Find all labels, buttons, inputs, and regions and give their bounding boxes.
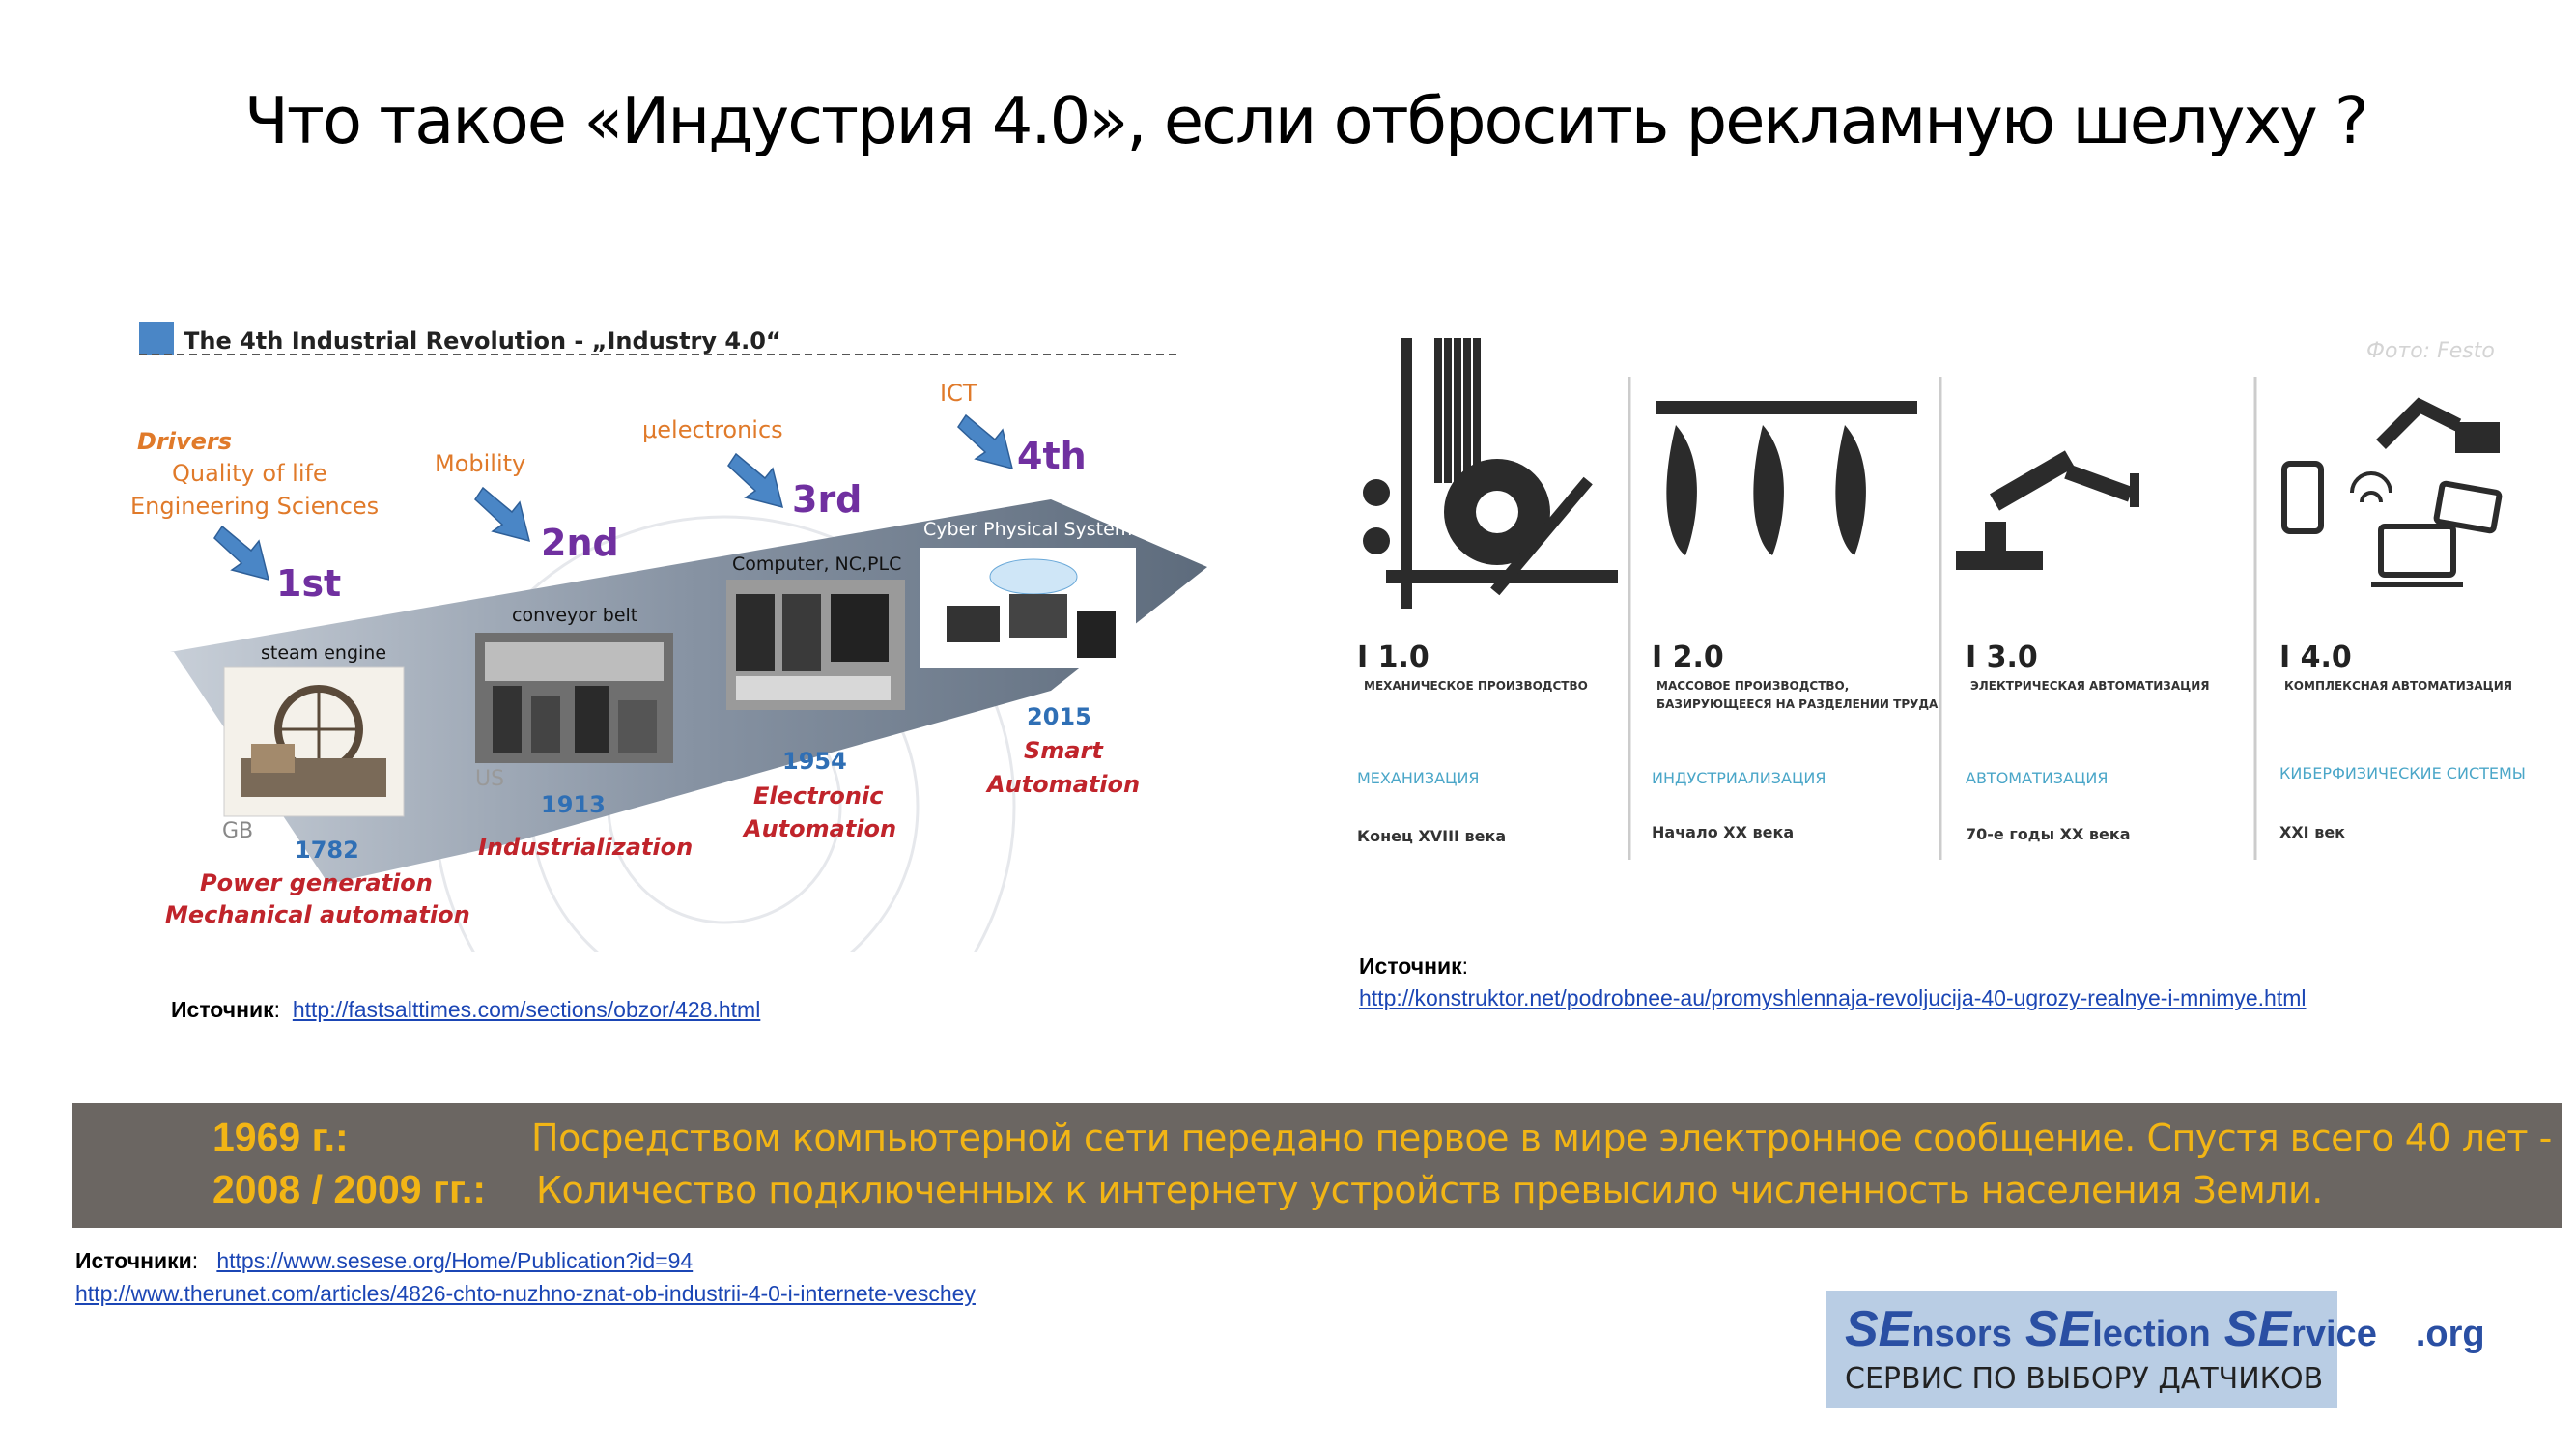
stage-desc-4: КОМПЛЕКСНАЯ АВТОМАТИЗАЦИЯ [2284,679,2513,693]
banner-text-1: Посредством компьютерной сети передано первое в мире электронное сообщение. Спустя всего 40 лет - [531,1117,2552,1159]
logo-wordmark: SEnsors SElection SErvice .org [1845,1301,2485,1357]
computer-room-image [726,580,905,710]
stage-code-1: I 1.0 [1357,640,1430,674]
ordinal-3rd: 3rd [792,478,863,521]
label-automation-4th: Automation [987,771,1141,798]
stage-desc-1: МЕХАНИЧЕСКОЕ ПРОИЗВОДСТВО [1364,679,1588,693]
left-source-label: Источник [171,997,274,1022]
label-mechanical-automation: Mechanical automation [165,901,470,928]
stage-desc-3: ЭЛЕКТРИЧЕСКАЯ АВТОМАТИЗАЦИЯ [1970,679,2210,693]
year-1782: 1782 [295,837,359,864]
banner-year-1969: 1969 г.: [212,1115,349,1159]
stage-category-4: КИБЕРФИЗИЧЕСКИЕ СИСТЕМЫ [2279,764,2526,782]
year-1913: 1913 [541,791,606,818]
bottom-sources-row2 [75,1281,976,1307]
driver-quality-of-life: Quality of life [172,460,327,487]
stage-category-1: МЕХАНИЗАЦИЯ [1357,769,1480,787]
bottom-sources: Источники: https://www.sesese.org/Home/Publication?id=94 [75,1248,694,1273]
right-source-label: Источник [1359,953,1462,979]
stage-desc-2a: МАССОВОЕ ПРОИЗВОДСТВО, [1656,679,1850,693]
year-2015: 2015 [1027,703,1091,730]
driver-arrow-icon [475,488,529,541]
logo-subtitle: СЕРВИС ПО ВЫБОРУ ДАТЧИКОВ [1845,1362,2324,1396]
banner-year-2008: 2008 / 2009 гг.: [212,1167,487,1211]
stage-code-4: I 4.0 [2279,640,2352,674]
stage-code-2: I 2.0 [1652,640,1724,674]
year-1954: 1954 [782,748,847,775]
drivers-label: Drivers [137,428,233,455]
stage-category-2: ИНДУСТРИАЛИЗАЦИЯ [1652,769,1826,787]
header-marker-icon [139,322,174,355]
right-source: Источник: [1359,953,1469,979]
stage-period-2: Начало XX века [1652,823,1795,841]
source-link-therunet[interactable]: http://www.therunet.com/articles/4826-chto-nuzhno-znat-ob-industrii-4-0-i-internete-veschey [75,1281,976,1306]
driver-microelectronics: μelectronics [642,416,783,443]
driver-ict: ICT [940,380,977,407]
caption-cyber-physical: Cyber Physical Systems [923,519,1143,540]
conveyor-belt-image [475,633,673,763]
ordinal-2nd: 2nd [541,522,619,564]
industrial-robot-arm-icon [1956,450,2139,570]
label-electronic: Electronic [753,782,884,810]
bottom-sources-label: Источники [75,1248,192,1273]
left-source: Источник: http://fastsalttimes.com/sections/obzor/428.html [171,997,761,1022]
stage-period-1: Конец XVIII века [1357,827,1507,845]
caption-computer-nc-plc: Computer, NC,PLC [732,554,902,575]
sesese-logo [1826,1291,2485,1408]
mechanical-loom-icon [1363,338,1618,609]
photo-watermark: Фото: Festo [2366,339,2495,363]
ordinal-1st: 1st [276,562,342,605]
label-smart: Smart [1024,737,1103,764]
right-source-link[interactable]: http://konstruktor.net/podrobnee-au/promyshlennaja-revoljucija-40-ugrozy-realnye-i-mnimye.html [1359,985,2307,1010]
source-link-sesese[interactable]: https://www.sesese.org/Home/Publication?id=94 [216,1248,694,1273]
cyber-physical-devices-icon [2284,406,2500,584]
mass-production-line-icon [1656,401,1917,555]
page-title: Что такое «Индустрия 4.0», если отбросить рекламную шелуху ? [244,83,2367,158]
label-automation-3rd: Automation [744,815,897,842]
stage-category-3: АВТОМАТИЗАЦИЯ [1966,769,2109,787]
banner-text-2: Количество подключенных к интернету устройств превысило численность населения Земли. [536,1169,2323,1211]
caption-conveyor-belt: conveyor belt [512,605,638,626]
figure-header: The 4th Industrial Revolution - „Industry 4.0“ [184,327,781,355]
stage-desc-2b: БАЗИРУЮЩЕЕСЯ НА РАЗДЕЛЕНИИ ТРУДА [1656,697,1939,711]
driver-arrow-icon [728,454,782,507]
ordinal-4th: 4th [1017,435,1087,477]
driver-engineering-sciences: Engineering Sciences [130,493,380,520]
region-us: US [475,767,505,791]
history-banner [72,1103,2562,1228]
region-gb: GB [222,819,254,843]
label-industrialization: Industrialization [478,834,694,861]
driver-arrow-icon [214,526,269,580]
driver-mobility: Mobility [435,450,526,477]
caption-steam-engine: steam engine [261,642,387,664]
steam-engine-image [224,667,404,816]
right-source-link-row [1359,985,2307,1011]
driver-arrow-icon [958,415,1012,469]
label-power-generation: Power generation [200,869,433,896]
stage-period-3: 70-е годы XX века [1966,825,2131,843]
industry-revolutions-figure [126,304,1227,952]
left-source-link[interactable]: http://fastsalttimes.com/sections/obzor/428.html [292,997,761,1022]
stage-period-4: XXI век [2279,823,2346,841]
stage-code-3: I 3.0 [1966,640,2038,674]
industry-stages-figure [1328,319,2555,889]
cyber-physical-image [920,548,1136,668]
